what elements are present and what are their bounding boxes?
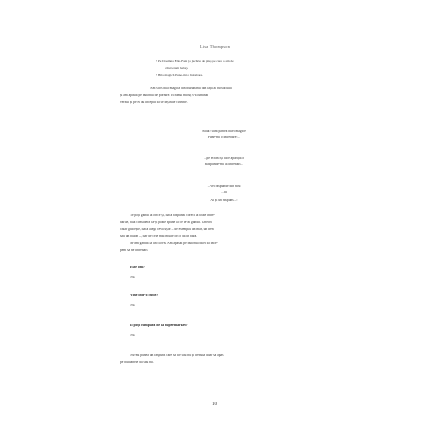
paragraph-line: sau un balon –, dar de cele mai multe ori o dă în bară.	[120, 235, 198, 238]
closing-line: pe butoanele da sau nu.	[120, 361, 154, 364]
paragraph-line: bările, bila consideră că-ți poate spune la ce te-ai gândit. Uneori	[120, 221, 212, 224]
centered-line: Pune-mi o întrebare!...	[207, 136, 241, 139]
paragraph-line: chiar ghicește, dacă alegi ceva ușor – de exemplu un măr, un tren	[120, 228, 214, 231]
centered-line: Răspunde-mi la întrebări...	[204, 163, 244, 166]
centered-line: ...pe ecran își face apariția o	[203, 157, 245, 160]
question: Îl poți cumpăra de la supermarket?	[130, 324, 188, 327]
centered-line: Salut! sunt partea bilei magice	[202, 130, 246, 133]
answer: Nu.	[130, 276, 136, 279]
closing-line: Nu-mi punea un răspuns care să fie sau nu și trebuia doar să apăs	[130, 354, 224, 357]
intro-line: și am apăsat pe butonul de pornire. Ecranul micuț s-a luminat	[120, 94, 209, 97]
footnote-line: • Bila magică Pune-mi o întrebare.	[156, 74, 203, 77]
page-number: 10	[212, 402, 217, 407]
question: Vine într-o cutie?	[130, 294, 159, 297]
paragraph-line: pem să ne întrebări.	[120, 249, 149, 252]
footnote-line: când eram bebe).	[165, 67, 189, 70]
centered-line: ...vei răspunde din nou	[207, 185, 241, 188]
answer: Nu.	[130, 334, 136, 337]
centered-line: ...tu	[221, 191, 227, 194]
running-title: Lisa Thompson	[200, 45, 231, 49]
question: Este om?	[130, 266, 145, 269]
footnote-line: • Pe Doamna Elle-Fant (o jucărie de pluș pe care o am de	[156, 60, 234, 63]
intro-line: verzui și pe el au început să se înșiruie cuvinte.	[120, 101, 188, 104]
paragraph-line: M-am gândit la un clovn. Am apăsat pe butonul bilei să înce-	[130, 242, 218, 245]
intro-line: Am scos bila magică din buzunarul din față al rucsacului	[150, 87, 232, 90]
paragraph-line: Te poți gândi la orice și, dacă răspunzi corect la toate între-	[130, 214, 215, 217]
centered-line: Ai și un răspuns...!	[210, 199, 238, 202]
answer: Nu.	[130, 304, 136, 307]
